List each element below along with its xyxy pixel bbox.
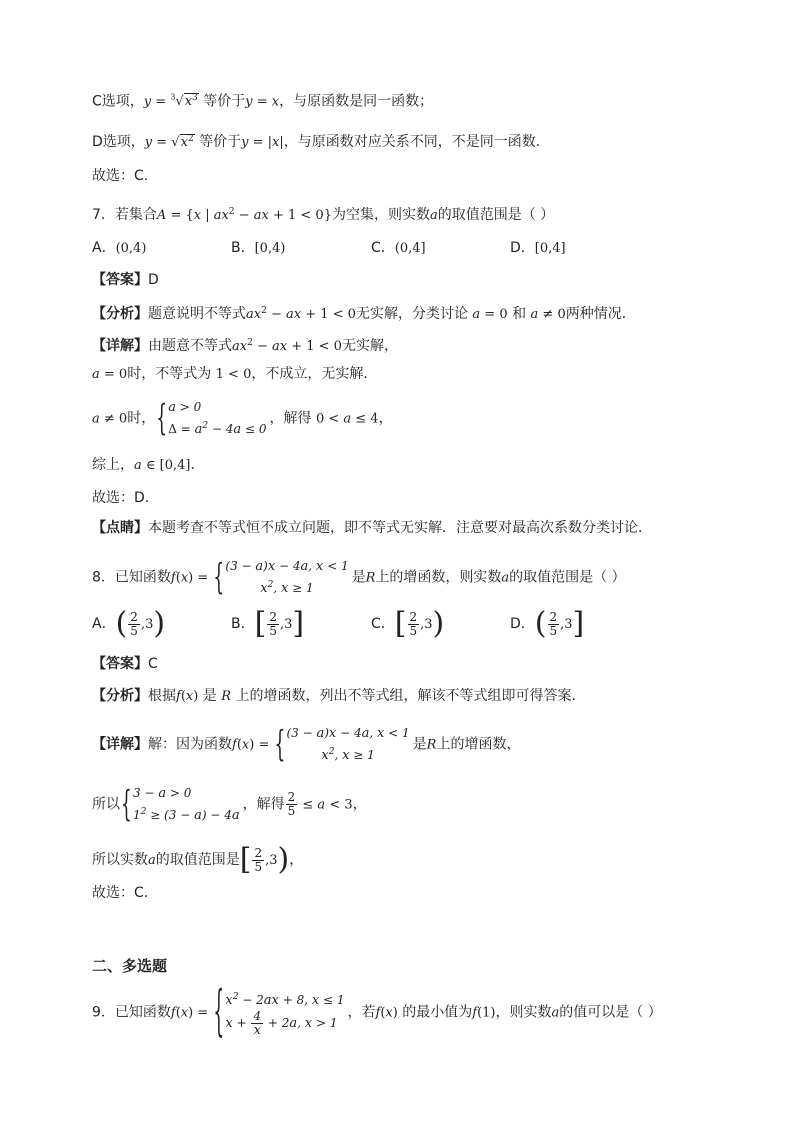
q9-piecewise: { $x^2 - 2ax + 8$, x ≤ 1 x + $\frac{4}{x}$ + 2a, x > 1 <box>215 988 344 1037</box>
q8-range: 所以实数a的取值范围是[ $\frac{2}{5}$ ,3)， <box>92 842 304 877</box>
q7-case2: a ≠ 0时， { a > 0 $\Delta = a^2 - 4a \le 0$ ，解得 0 < a ≤ 4， <box>92 398 393 439</box>
q8-option-b[interactable]: B．[ $\frac{2}{5}$ ,3] <box>231 606 305 641</box>
q7-summary: 综上，a ∈ [0,4]． <box>92 457 205 473</box>
q7-case1: a = 0时，不等式为 1 < 0，不成立，无实解． <box>92 366 378 382</box>
q7-answer-value: D <box>148 272 159 288</box>
q8-choose: 故选：C. <box>92 885 149 901</box>
section-multiple-choice: 二、多选题 <box>92 957 168 975</box>
q7-analysis: 【分析】题意说明不等式$ax^2$ − ax + 1 < 0无实解，分类讨论 a = 0 和 a ≠ 0两种情况． <box>92 306 636 322</box>
q8-so: 所以 { 3 − a > 0 $1^2 \ge (3 - a) - 4a$ ，解得 $\frac{2}{5}$ ≤ a < 3， <box>92 784 367 825</box>
d-option-line: D选项，$y = √x^2$ 等价于y = |x|，与原函数对应关系不同，不是同一函数. <box>92 134 541 150</box>
q8-stem: 8．已知函数f(x) = { (3 − a)x − 4a, x < 1 $x^2$, x ≥ 1 是R上的增函数，则实数a的取值范围是（ ） <box>92 557 626 598</box>
q8-answer: 【答案】C <box>92 656 158 672</box>
q7-detail: 【详解】由题意不等式$ax^2$ − ax + 1 < 0无实解， <box>92 338 398 354</box>
q7-stem: 7．若集合A = {x | $ax^2$ − ax + 1 < 0}为空集，则实数a的取值范围是（ ） <box>92 207 555 223</box>
c-option-mid: 等价于 <box>203 93 246 110</box>
q7-comment: 【点睛】本题考查不等式恒不成立问题，即不等式无实解．注意要对最高次系数分类讨论． <box>92 520 652 536</box>
q8-option-a[interactable]: A．( $\frac{2}{5}$ ,3) <box>92 606 166 641</box>
c-option-line: C选项，$y = ^3√x^3$ 等价于y = x，与原函数是同一函数； <box>92 93 434 110</box>
q8-piecewise: { (3 − a)x − 4a, x < 1 $x^2$, x ≥ 1 <box>215 557 348 598</box>
d-option-mid: 等价于 <box>199 134 242 150</box>
q7-option-b[interactable]: B．[0,4) <box>231 240 286 256</box>
q8-analysis: 【分析】根据f(x) 是 R 上的增函数，列出不等式组，解该不等式组即可得答案． <box>92 688 586 704</box>
c-option-suffix: ，与原函数是同一函数； <box>279 93 434 110</box>
q8-option-d[interactable]: D．( $\frac{2}{5}$ ,3] <box>510 606 585 641</box>
q7-option-d[interactable]: D．[0,4] <box>510 240 566 256</box>
q7-stem-post: 的取值范围是（ ） <box>437 207 555 223</box>
q7-stem-pre: 7．若集合 <box>92 207 157 223</box>
q7-option-c[interactable]: C．(0,4] <box>371 240 426 256</box>
q8-options <box>92 606 612 645</box>
q9-stem: 9．已知函数f(x) = { $x^2 - 2ax + 8$, x ≤ 1 x + $\frac{4}{x}$ + 2a, x > 1 ，若f(x) 的最小值为f(1)，则实数a的值可以是（ ） <box>92 988 662 1037</box>
q8-option-c[interactable]: C．[ $\frac{2}{5}$ ,3) <box>371 606 445 641</box>
c-option-prefix: C选项， <box>92 93 144 110</box>
q8-detail-piecewise: { (3 − a)x − 4a, x < 1 $x^2$, x ≥ 1 <box>276 724 409 765</box>
q8-answer-value: C <box>148 656 158 672</box>
q8-detail: 【详解】解：因为函数f(x) = { (3 − a)x − 4a, x < 1 $x^2$, x ≥ 1 是R上的增函数， <box>92 724 520 765</box>
d-option-prefix: D选项， <box>92 134 145 150</box>
q7-stem-mid: 为空集，则实数 <box>331 207 430 223</box>
q8-system: { 3 − a > 0 $1^2 \ge (3 - a) - 4a$ <box>123 784 240 825</box>
answer-tag: 【答案】 <box>92 272 148 288</box>
q7-options <box>92 238 592 258</box>
q7-choose: 故选：D. <box>92 490 150 506</box>
q7-option-a[interactable]: A．(0,4) <box>92 240 147 256</box>
choose-c-line: 故选：C. <box>92 168 149 184</box>
q7-system: { a > 0 $\Delta = a^2 - 4a \le 0$ <box>158 398 266 439</box>
d-option-suffix: ，与原函数对应关系不同，不是同一函数. <box>283 134 541 150</box>
q7-answer <box>92 270 159 290</box>
